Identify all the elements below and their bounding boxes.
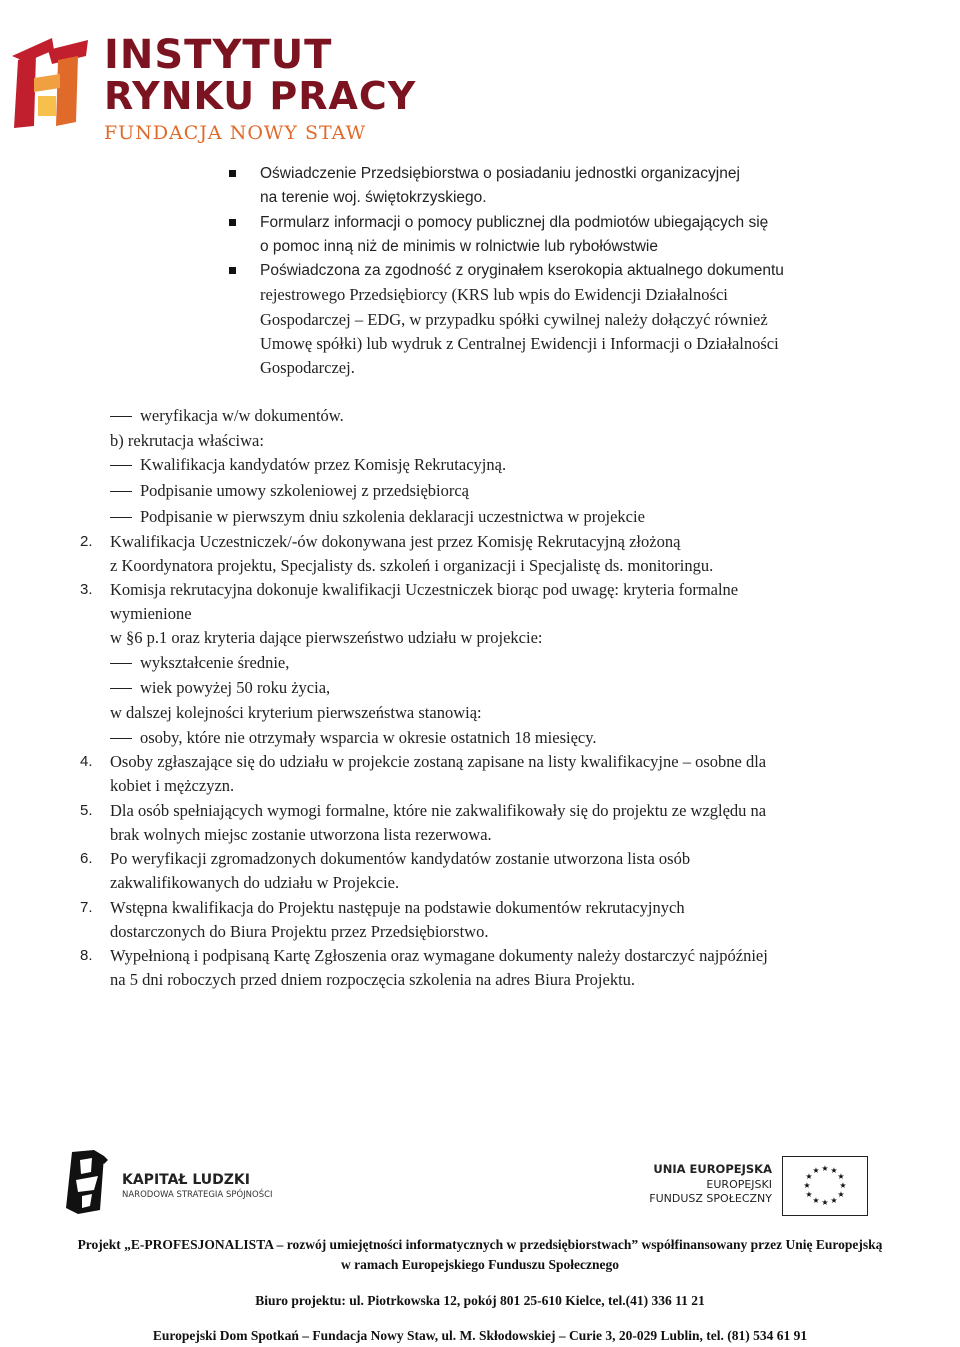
svg-text:★: ★ bbox=[839, 1181, 847, 1190]
project-funding: w ramach Europejskiego Funduszu Społecznego bbox=[340, 1257, 620, 1272]
item-number: 3. bbox=[80, 581, 93, 598]
logo-foundation: FUNDACJA NOWY STAW bbox=[104, 122, 367, 144]
dash-icon bbox=[110, 663, 132, 664]
bullet-3-line-4: Umowę spółki) lub wydruk z Centralnej Ewidencji i Informacji o Działalności bbox=[260, 334, 779, 353]
bullet-icon bbox=[229, 219, 236, 226]
item-number: 6. bbox=[80, 850, 93, 867]
eu-subtitle-1: EUROPEJSKI bbox=[706, 1178, 772, 1191]
svg-text:★: ★ bbox=[837, 1190, 845, 1199]
item-2-line-2: z Koordynatora projektu, Specjalisty ds. szkoleń i organizacji i Specjalistę ds. monitoringu. bbox=[110, 556, 714, 575]
verification-text: weryfikacja w/w dokumentów. bbox=[140, 406, 344, 425]
svg-text:★: ★ bbox=[821, 1198, 829, 1207]
logo-subtitle: RYNKU PRACY bbox=[104, 74, 417, 118]
dash-icon bbox=[110, 517, 132, 518]
item-3-line-1: Komisja rekrutacyjna dokonuje kwalifikacji Uczestniczek biorąc pod uwagę: kryteria formalne bbox=[110, 580, 739, 599]
bullet-3-line-5: Gospodarczej. bbox=[260, 358, 355, 377]
institute-logo bbox=[8, 22, 417, 144]
bullet-3-line-2: rejestrowego Przedsiębiorcy (KRS lub wpis do Ewidencji Działalności bbox=[260, 285, 728, 304]
dash-icon bbox=[110, 738, 132, 739]
bullet-3-line-3: Gospodarczej – EDG, w przypadku spółki cywilnej należy dołączyć również bbox=[260, 310, 768, 329]
item-3-line-3: w §6 p.1 oraz kryteria dające pierwszeństwo udziału w projekcie: bbox=[110, 628, 543, 647]
item-7-line-2: dostarczonych do Biura Projektu przez Przedsiębiorstwo. bbox=[110, 922, 489, 941]
item-6-line-2: zakwalifikowanych do udziału w Projekcie. bbox=[110, 873, 400, 892]
bullet-1-line-2: na terenie woj. świętokrzyskiego. bbox=[260, 189, 487, 206]
bullet-icon bbox=[229, 170, 236, 177]
svg-text:★: ★ bbox=[812, 1166, 820, 1175]
kapital-ludzki-subtitle: NARODOWA STRATEGIA SPÓJNOŚCI bbox=[122, 1190, 273, 1200]
svg-text:★: ★ bbox=[805, 1172, 813, 1181]
bullet-2-line-2: o pomoc inną niż de minimis w rolnictwie lub rybołówstwie bbox=[260, 238, 658, 255]
criterion-education: wykształcenie średnie, bbox=[140, 653, 290, 672]
item-8-line-1: Wypełnioną i podpisaną Kartę Zgłoszenia oraz wymagane dokumenty należy dostarczyć najpóźniej bbox=[110, 946, 768, 965]
project-office-address: Biuro projektu: ul. Piotrkowska 12, pokój 801 25-610 Kielce, tel.(41) 336 11 21 bbox=[255, 1293, 705, 1308]
bullet-icon bbox=[229, 267, 236, 274]
item-number: 7. bbox=[80, 899, 93, 916]
section-b-step-2: Podpisanie umowy szkoleniowej z przedsiębiorcą bbox=[140, 481, 469, 500]
foundation-address: Europejski Dom Spotkań – Fundacja Nowy Staw, ul. M. Skłodowskiej – Curie 3, 20-029 Lublin, tel. (81) 534 61 91 bbox=[152, 1328, 808, 1343]
eu-title: UNIA EUROPEJSKA bbox=[653, 1162, 772, 1176]
dash-icon bbox=[110, 688, 132, 689]
eu-subtitle-2: FUNDUSZ SPOŁECZNY bbox=[649, 1192, 772, 1205]
item-6-line-1: Po weryfikacji zgromadzonych dokumentów kandydatów zostanie utworzona lista osób bbox=[110, 849, 691, 868]
item-5-line-2: brak wolnych miejsc zostanie utworzona lista rezerwowa. bbox=[110, 825, 492, 844]
project-description: Projekt „E-PROFESJONALISTA – rozwój umiejętności informatycznych w przedsiębiorstwach” współfinansowany przez Unię Europejską bbox=[77, 1237, 883, 1252]
dash-icon bbox=[110, 491, 132, 492]
svg-text:★: ★ bbox=[830, 1196, 838, 1205]
item-5-line-1: Dla osób spełniających wymogi formalne, które nie zakwalifikowały się do projektu ze względu na bbox=[110, 801, 767, 820]
section-b-step-1: Kwalifikacja kandydatów przez Komisję Rekrutacyjną. bbox=[140, 455, 507, 474]
criterion-age: wiek powyżej 50 roku życia, bbox=[140, 678, 331, 697]
svg-text:★: ★ bbox=[837, 1172, 845, 1181]
section-b-step-3: Podpisanie w pierwszym dniu szkolenia deklaracji uczestnictwa w projekcie bbox=[140, 507, 645, 526]
svg-text:★: ★ bbox=[830, 1166, 838, 1175]
svg-text:★: ★ bbox=[821, 1164, 829, 1173]
item-3-line-2: wymienione bbox=[110, 604, 192, 623]
svg-text:★: ★ bbox=[805, 1190, 813, 1199]
item-4-line-2: kobiet i mężczyzn. bbox=[110, 776, 235, 795]
bullet-3-line-1: Poświadczona za zgodność z oryginałem kserokopia aktualnego dokumentu bbox=[260, 262, 784, 279]
section-b-heading: b) rekrutacja właściwa: bbox=[110, 431, 264, 450]
bullet-1-line-1: Oświadczenie Przedsiębiorstwa o posiadaniu jednostki organizacyjnej bbox=[260, 165, 740, 182]
kapital-ludzki-emblem-icon bbox=[64, 1150, 112, 1216]
institute-emblem-icon bbox=[8, 30, 94, 130]
svg-text:★: ★ bbox=[803, 1181, 811, 1190]
item-number: 4. bbox=[80, 753, 93, 770]
item-number: 5. bbox=[80, 802, 93, 819]
kapital-ludzki-title: KAPITAŁ LUDZKI bbox=[122, 1172, 250, 1188]
logo-title: INSTYTUT bbox=[104, 32, 333, 78]
dash-icon bbox=[110, 465, 132, 466]
item-4-line-1: Osoby zgłaszające się do udziału w projekcie zostaną zapisane na listy kwalifikacyjne – osobne dla bbox=[110, 752, 767, 771]
dash-icon bbox=[110, 416, 132, 417]
svg-text:★: ★ bbox=[812, 1196, 820, 1205]
criterion-no-support: osoby, które nie otrzymały wsparcia w okresie ostatnich 18 miesięcy. bbox=[140, 728, 597, 747]
item-number: 2. bbox=[80, 533, 93, 550]
bullet-2-line-1: Formularz informacji o pomocy publicznej dla podmiotów ubiegających się bbox=[260, 214, 769, 231]
item-number: 8. bbox=[80, 947, 93, 964]
eu-flag-icon bbox=[782, 1156, 868, 1216]
item-7-line-1: Wstępna kwalifikacja do Projektu następuje na podstawie dokumentów rekrutacyjnych bbox=[110, 898, 685, 917]
kapital-ludzki-logo bbox=[64, 1150, 284, 1218]
item-2-line-1: Kwalifikacja Uczestniczek/-ów dokonywana jest przez Komisję Rekrutacyjną złożoną bbox=[110, 532, 681, 551]
item-8-line-2: na 5 dni roboczych przed dniem rozpoczęcia szkolenia na adres Biura Projektu. bbox=[110, 970, 636, 989]
further-criteria-heading: w dalszej kolejności kryterium pierwszeństwa stanowią: bbox=[110, 703, 482, 722]
eu-logo bbox=[649, 1156, 868, 1216]
